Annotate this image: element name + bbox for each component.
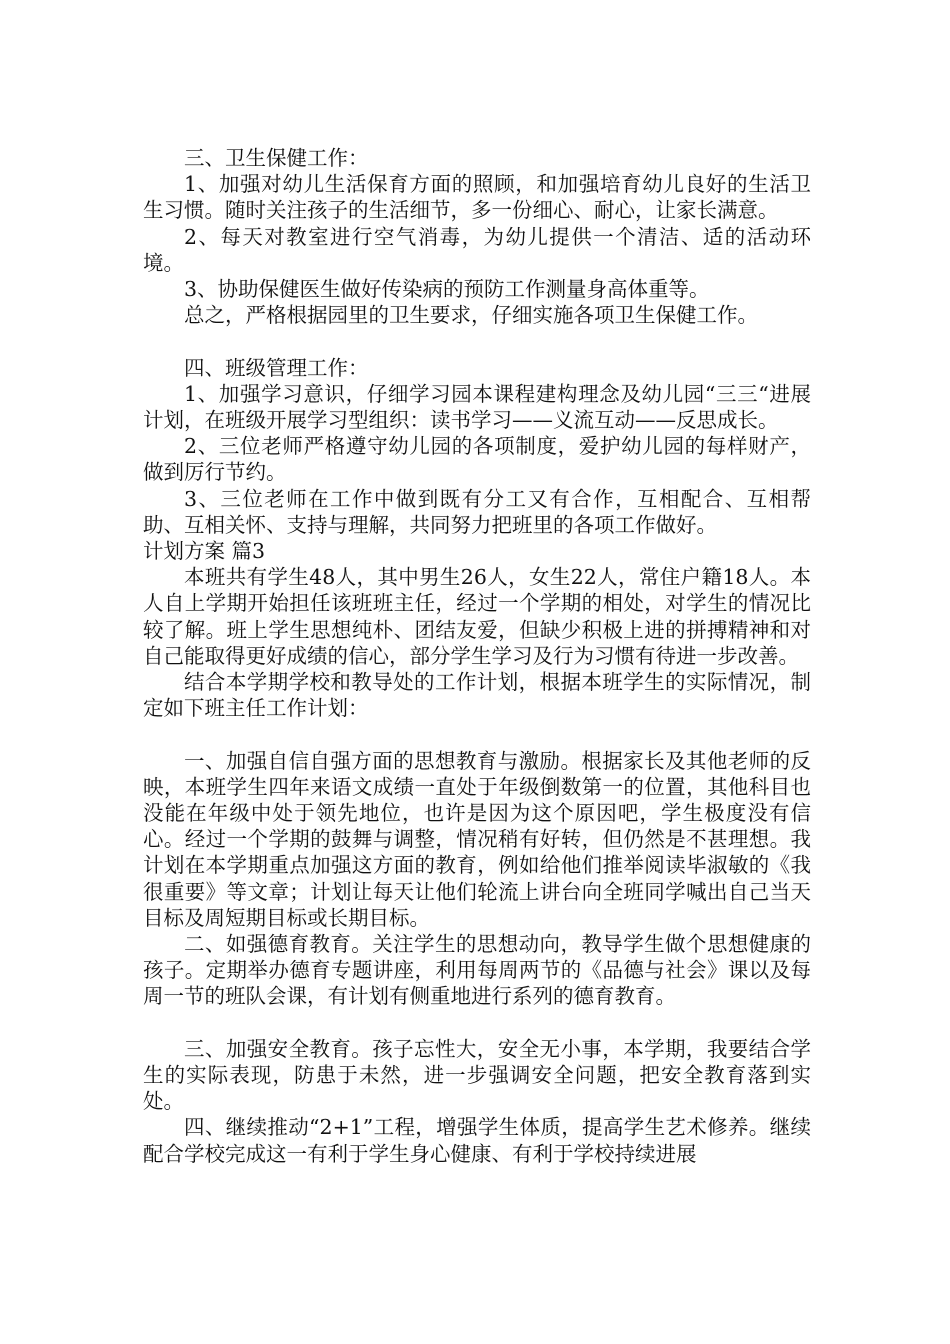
section-heading-class-management: 四、班级管理工作： xyxy=(184,355,369,380)
blank-line xyxy=(143,328,811,354)
paragraph: 本班共有学生48人，其中男生26人，女生22人，常住户籍18人。本人自上学期开始担任该班班主任，经过一个学期的相处，对学生的情况比较了解。班上学生思想纯朴、团结友爱，但缺少积极上进的拼搏精神和对自己能取得更好成绩的信心，部分学生学习及行为习惯有待进一步改善。 xyxy=(143,565,811,668)
paragraph: 总之，严格根据园里的卫生要求，仔细实施各项卫生保健工作。 xyxy=(184,303,758,328)
paragraph: 结合本学期学校和教导处的工作计划，根据本班学生的实际情况，制定如下班主任工作计划： xyxy=(143,670,811,721)
paragraph: 四、继续推动“2+1”工程，增强学生体质，提高学生艺术修养。继续配合学校完成这一有利于学生身心健康、有利于学校持续进展 xyxy=(143,1115,811,1166)
paragraph: 2、每天对教室进行空气消毒，为幼儿提供一个清洁、适的活动环境。 xyxy=(143,224,811,275)
blank-line xyxy=(143,721,811,747)
blank-line xyxy=(143,1010,811,1036)
paragraph: 二、如强德育教育。关注学生的思想动向，教导学生做个思想健康的孩子。定期举办德育专题讲座，利用每周两节的《品德与社会》课以及每周一节的班队会课，有计划有侧重地进行系列的德育教育。 xyxy=(143,932,811,1009)
paragraph: 三、加强安全教育。孩子忘性大，安全无小事，本学期，我要结合学生的实际表现，防患于未然，进一步强调安全问题，把安全教育落到实处。 xyxy=(143,1036,811,1114)
paragraph: 2、三位老师严格遵守幼儿园的各项制度，爱护幼儿园的每样财产，做到厉行节约。 xyxy=(143,434,811,485)
document-body xyxy=(143,145,811,1167)
paragraph: 1、加强学习意识，仔细学习园本课程建构理念及幼儿园“三三“进展计划，在班级开展学习型组织：读书学习——义流互动——反思成长。 xyxy=(143,381,811,433)
plan-heading: 计划方案 篇3 xyxy=(143,539,266,564)
section-heading-hygiene: 三、卫生保健工作： xyxy=(184,146,369,170)
paragraph: 1、加强对幼儿生活保育方面的照顾，和加强培育幼儿良好的生活卫生习惯。随时关注孩子的生活细节，多一份细心、耐心，让家长满意。 xyxy=(143,172,811,223)
paragraph: 3、协助保健医生做好传染病的预防工作测量身高体重等。 xyxy=(184,277,710,302)
paragraph: 一、加强自信自强方面的思想教育与激励。根据家长及其他老师的反映，本班学生四年来语文成绩一直处于年级倒数第一的位置，其他科目也没能在年级中处于领先地位，也许是因为这个原因吧，学生极度没有信心。经过一个学期的鼓舞与调整，情况稍有好转，但仍然是不甚理想。我计划在本学期重点加强这方面的教育，例如给他们推举阅读毕淑敏的《我很重要》等文章；计划让每天让他们轮流上讲台向全班同学喊出自己当天目标及周短期目标或长期目标。 xyxy=(143,748,811,930)
paragraph: 3、三位老师在工作中做到既有分工又有合作，互相配合、互相帮助、互相关怀、支持与理解，共同努力把班里的各项工作做好。 xyxy=(143,486,811,537)
